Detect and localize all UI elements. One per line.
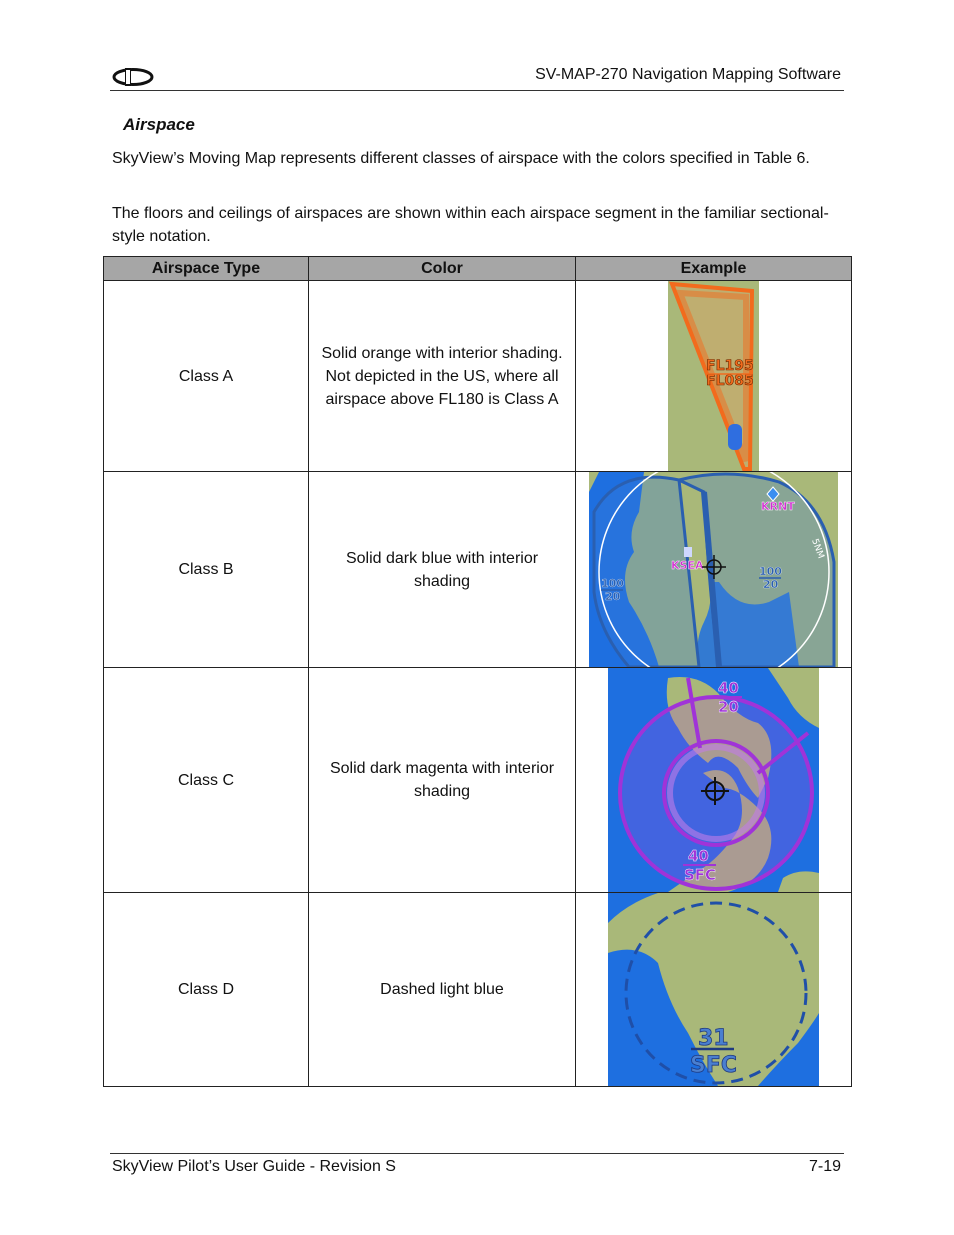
- table-row: [104, 472, 852, 668]
- dynon-logo-icon: [112, 68, 154, 86]
- table-row: [104, 668, 852, 893]
- example-cell: [576, 893, 852, 1087]
- krnt-label: KRNT: [761, 500, 795, 513]
- class-c-inner-upper-label: 40: [688, 847, 709, 865]
- class-a-upper-label: FL195: [706, 358, 754, 374]
- header-airspace-type: Airspace Type: [104, 257, 309, 281]
- section-title: Airspace: [123, 115, 195, 134]
- airspace-type-cell: Class D: [104, 893, 309, 1087]
- footer-page-number: 7-19: [808, 1158, 841, 1175]
- footer-document-title: SkyView Pilot’s User Guide - Revision S: [112, 1158, 396, 1175]
- class-c-inner-lower-label: SFC: [684, 866, 717, 884]
- color-description-cell: Solid dark blue with interior shading: [309, 472, 576, 668]
- airspace-type-cell: Class B: [104, 472, 309, 668]
- class-c-example-map: [608, 668, 819, 892]
- class-b-east-lower-label: 20: [763, 578, 779, 591]
- airspace-type-cell: Class C: [104, 668, 309, 893]
- class-b-example-map: [589, 472, 838, 667]
- example-cell: [576, 472, 852, 668]
- footer-rule: [110, 1153, 844, 1154]
- header-rule: [110, 90, 844, 91]
- header-title: SV-MAP-270 Navigation Mapping Software: [535, 66, 841, 83]
- class-b-west-upper-label: 100: [601, 577, 624, 590]
- airspace-type-cell: Class A: [104, 281, 309, 472]
- class-a-example-map: [668, 281, 759, 471]
- class-a-lower-label: FL085: [706, 373, 754, 389]
- ksea-label: KSEA: [671, 559, 704, 572]
- class-d-upper-label: 31: [698, 1026, 729, 1051]
- color-description-cell: Dashed light blue: [309, 893, 576, 1087]
- color-description-cell: Solid dark magenta with interior shading: [309, 668, 576, 893]
- example-cell: [576, 668, 852, 893]
- class-d-example-map: [608, 893, 819, 1086]
- example-cell: [576, 281, 852, 472]
- class-b-west-lower-label: 20: [605, 590, 621, 603]
- table-row: [104, 281, 852, 472]
- airspace-table: [103, 256, 852, 1087]
- header-color: Color: [309, 257, 576, 281]
- color-description-cell: Solid orange with interior shading. Not depicted in the US, where all airspace above FL180 is Class A: [309, 281, 576, 472]
- class-c-outer-upper-label: 40: [718, 679, 739, 697]
- class-c-outer-lower-label: 20: [718, 698, 739, 716]
- table-row: [104, 893, 852, 1087]
- notation-paragraph: The floors and ceilings of airspaces are shown within each airspace segment in the familiar sectional-style notation.: [112, 205, 829, 245]
- table-header-row: [104, 257, 852, 281]
- class-b-east-upper-label: 100: [759, 565, 782, 578]
- intro-paragraph: SkyView’s Moving Map represents different classes of airspace with the colors specified in Table 6.: [112, 150, 810, 167]
- header-example: Example: [576, 257, 852, 281]
- range-ring-label: 5NM: [809, 537, 826, 561]
- class-d-lower-label: SFC: [690, 1053, 738, 1078]
